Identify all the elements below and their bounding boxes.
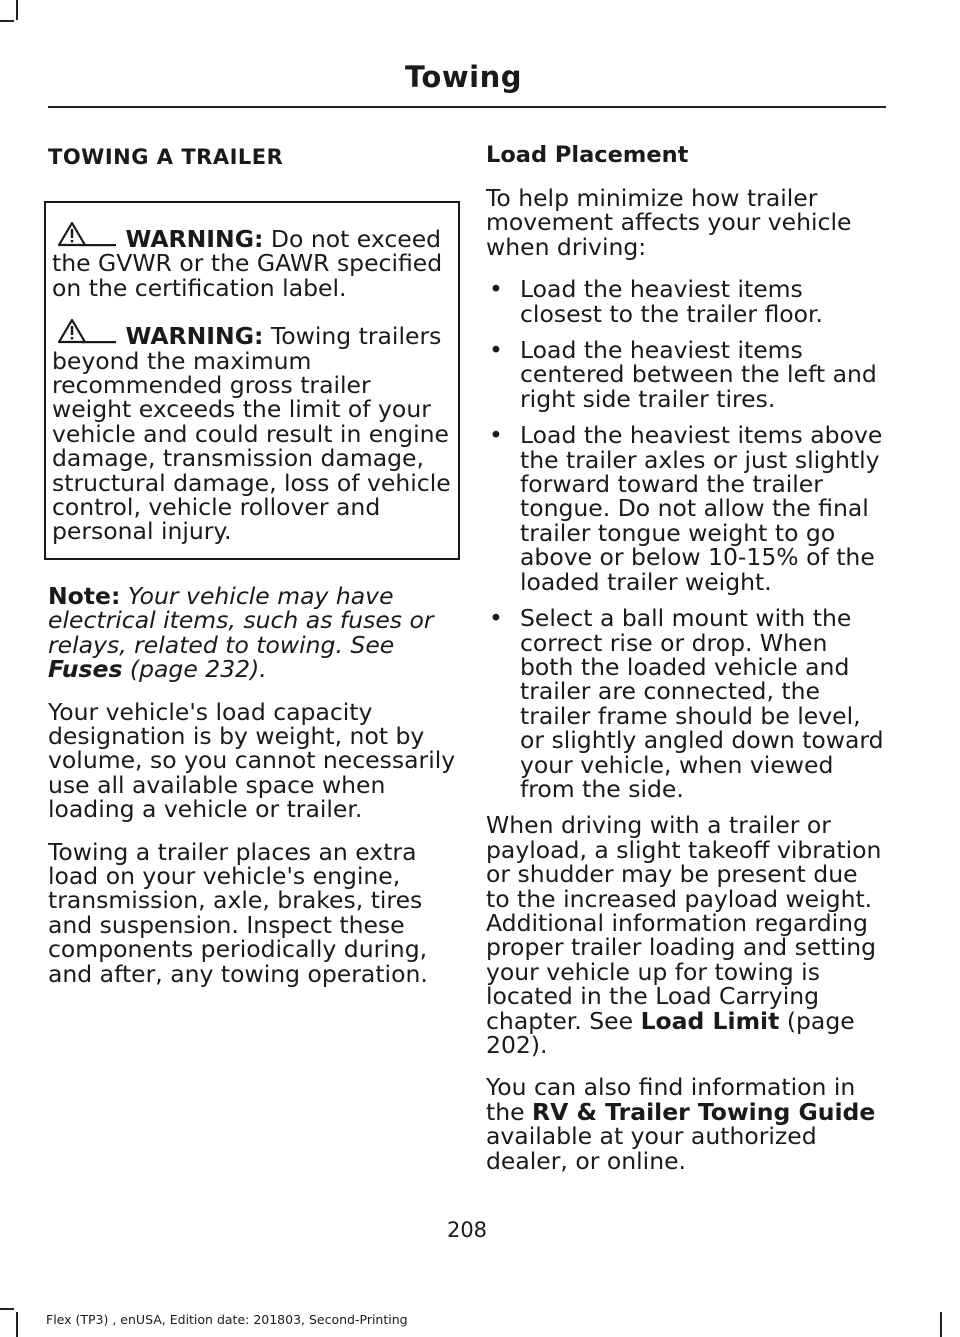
bullet-glyph: • (489, 275, 503, 304)
warning-text: Towing trailers beyond the maximum recommended gross trailer weight exceeds the limit of your vehicle and could result in engine damage, transmission damage, structural damage, loss of vehicle control, vehicle rollover and personal injury. (52, 322, 451, 546)
page-header-title: Towing (405, 60, 522, 94)
warning-box (44, 201, 460, 560)
page-ref: (page 202). (486, 1006, 855, 1059)
list-item (486, 423, 886, 594)
crop-mark (0, 1308, 14, 1310)
note-text: Your vehicle may have electrical items, such as fuses or relays, related to towing. See (48, 581, 434, 659)
note-paragraph (48, 581, 458, 684)
list-item-text: Load the heaviest items closest to the trailer floor. (520, 275, 824, 328)
list-item-text: Load the heaviest items centered between the left and right side trailer tires. (520, 336, 877, 413)
section-heading: TOWING A TRAILER (48, 145, 284, 169)
load-limit-link[interactable]: Load Limit (640, 1006, 780, 1035)
list-item-text: Select a ball mount with the correct rise or drop. When both the loaded vehicle and trailer are connected, the trailer frame should be level, or slightly angled down toward your vehicle, when viewed from the side. (520, 604, 884, 803)
paragraph-text: available at your authorized dealer, or online. (486, 1122, 817, 1175)
note-page-ref: (page 232). (122, 655, 267, 684)
header-divider (48, 106, 886, 108)
paragraph-text: When driving with a trailer or payload, a slight takeoff vibration or shudder may be present due to the increased payload weight. Additional information regarding proper trailer loading and setting your vehicle up for towing is located in the Load Carrying chapter. See (486, 811, 882, 1035)
load-placement-heading: Load Placement (486, 142, 689, 168)
crop-mark (940, 1312, 942, 1337)
page-number: 208 (446, 1218, 488, 1242)
warning-item (52, 318, 452, 544)
bullet-glyph: • (489, 421, 503, 450)
list-item (486, 277, 886, 326)
towing-guide-title: RV & Trailer Towing Guide (532, 1097, 876, 1126)
list-item (486, 606, 886, 801)
warning-triangle-icon (58, 318, 118, 346)
list-item-text: Load the heaviest items above the trailer axles or just slightly forward toward the trailer tongue. Do not allow the final trailer tongue weight to go above or below 10-15% of the loaded trailer weight. (520, 421, 883, 596)
warning-label: WARNING: (125, 322, 264, 351)
bullet-glyph: • (489, 336, 503, 365)
warning-text: Do not exceed the GVWR or the GAWR specified on the certification label. (52, 225, 443, 302)
list-item (486, 338, 886, 411)
body-paragraph (486, 813, 886, 1057)
left-column (48, 145, 458, 1004)
bullet-list (486, 277, 886, 801)
intro-paragraph: To help minimize how trailer movement affects your vehicle when driving: (486, 184, 852, 261)
crop-mark (16, 1312, 18, 1337)
body-paragraph: Towing a trailer places an extra load on your vehicle's engine, transmission, axle, brakes, tires and suspension. Inspect these components periodically during, and after, any towing operation. (48, 837, 428, 988)
warning-label: WARNING: (125, 225, 264, 253)
warning-triangle-icon (58, 221, 118, 249)
crop-mark (0, 20, 14, 22)
body-paragraph: Your vehicle's load capacity designation is by weight, not by volume, so you cannot necessarily use all available space when loading a vehicle or trailer. (48, 697, 456, 824)
paragraph-text: You can also find information in the (486, 1073, 856, 1126)
right-column (486, 142, 886, 1191)
note-label: Note: (48, 581, 121, 610)
bullet-glyph: • (489, 604, 503, 633)
crop-mark (16, 0, 18, 20)
fuses-link[interactable]: Fuses (48, 655, 123, 684)
body-paragraph (486, 1075, 886, 1173)
warning-item (52, 221, 452, 300)
footer-edition-info: Flex (TP3) , enUSA, Edition date: 201803, Second-Printing (46, 1312, 408, 1327)
